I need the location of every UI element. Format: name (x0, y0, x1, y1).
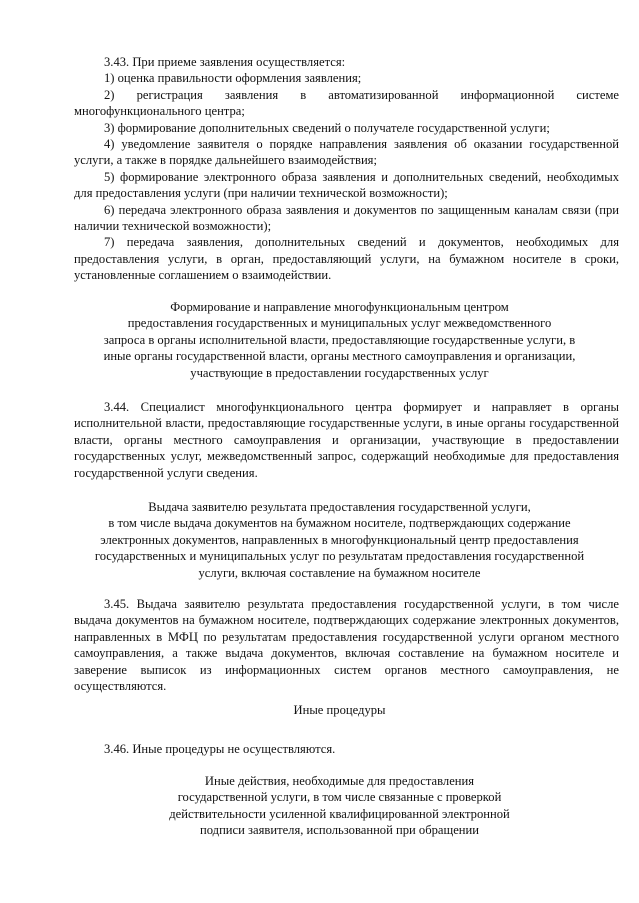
heading-line: Иные действия, необходимые для предоставления (204, 774, 475, 788)
section-3-44-text: 3.44. Специалист многофункционального центра формирует и направляет в органы исполнительной власти, предоставляющие государственные услуги, в иные органы государственной власти, органы местного самоуправления и организации, участвующие в предоставлении государственных услуг, межведомственный запрос, содержащий необходимые для предоставления государственной услуги сведения. (74, 400, 619, 480)
section-3-43-intro: 3.43. При приеме заявления осуществляется: (104, 55, 346, 69)
section-3-45-text: 3.45. Выдача заявителю результата предоставления государственной услуги, в том числе выдача документов на бумажном носителе, подтверждающих содержание электронных документов, направленных в МФЦ по результатам предоставления государственной услуги органом местного самоуправления, а также выдача документов, включая составление на бумажном носителе и заверение выписок из информационных систем органов местного самоуправления, не осуществляются. (74, 597, 619, 694)
heading-line: услуги, включая составление на бумажном носителе (198, 565, 481, 580)
heading-line: государственной услуги, в том числе связанные с проверкой (177, 790, 502, 805)
section-3-43 (74, 54, 619, 284)
section-3-46 (74, 741, 619, 757)
heading-line: подписи заявителя, использованной при обращении (199, 823, 480, 838)
list-item: 6) передача электронного образа заявления и документов по защищенным каналам связи (при наличии технической возможности); (74, 202, 619, 234)
heading-line: электронных документов, направленных в многофункциональный центр предоставления (100, 532, 579, 547)
heading-result-issuance (62, 499, 617, 581)
heading-line: Формирование и направление многофункциональным центром (170, 300, 509, 314)
heading-line: иные органы государственной власти, органы местного самоуправления и организации, (103, 349, 576, 364)
heading-other-actions (62, 773, 617, 839)
section-3-44 (74, 399, 619, 481)
heading-line: предоставления государственных и муниципальных услуг межведомственного (127, 316, 552, 331)
list-item: 1) оценка правильности оформления заявления; (104, 71, 362, 86)
list-item: 2) регистрация заявления в автоматизированной информационной системе многофункционального центра; (74, 87, 619, 119)
list-item: 3) формирование дополнительных сведений о получателе государственной услуги; (104, 120, 550, 135)
heading-line: государственных и муниципальных услуг по результатам предоставления государственной (94, 549, 585, 564)
list-item: 4) уведомление заявителя о порядке направления заявления об оказании государственной услуги, а также в порядке дальнейшего взаимодействия; (74, 137, 619, 168)
heading-line: запроса в органы исполнительной власти, предоставляющие государственные услуги, в (103, 332, 576, 347)
heading-line: участвующие в предоставлении государственных услуг (190, 365, 489, 380)
section-3-45 (74, 596, 619, 694)
list-item: 7) передача заявления, дополнительных сведений и документов, необходимых для предоставления услуги, в орган, предоставляющий услуги, на бумажном носителе в сроки, установленные соглашением о взаимодействии. (74, 235, 619, 283)
list-item: 5) формирование электронного образа заявления и дополнительных сведений, необходимых для предоставления услуги (при наличии технической возможности); (74, 169, 619, 201)
heading-line: действительности усиленной квалифицированной электронной (169, 806, 510, 821)
heading-other-procedures (62, 702, 617, 718)
heading-line: Иные процедуры (293, 703, 386, 717)
heading-line: в том числе выдача документов на бумажном носителе, подтверждающих содержание (108, 516, 571, 531)
section-3-46-text: 3.46. Иные процедуры не осуществляются. (104, 742, 336, 756)
heading-interagency-request (62, 299, 617, 381)
heading-line: Выдача заявителю результата предоставления государственной услуги, (148, 500, 531, 514)
